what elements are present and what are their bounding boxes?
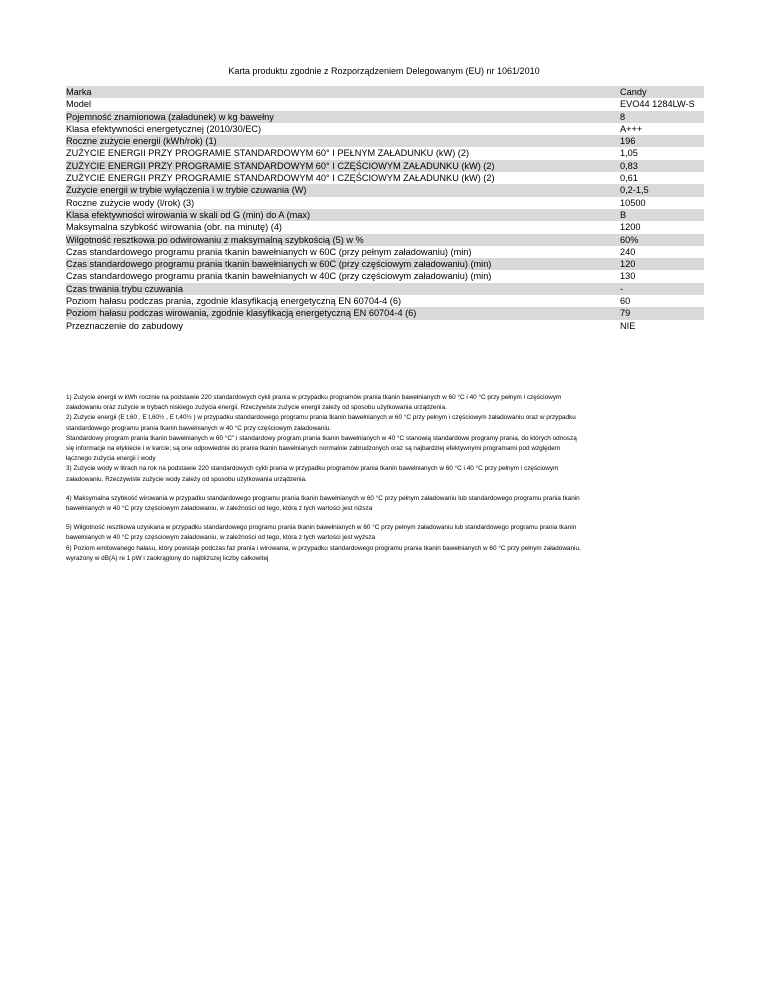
spec-value: EVO44 1284LW-S — [620, 99, 695, 110]
spec-row — [66, 135, 704, 147]
footnote-4: 4) Maksymalna szybkość wirowania w przypadku standardowego programu prania tkanin bawełnianych w 60 °C przy pełnym załadowaniu lub standardowego programu prania tkanin bawełnianych w 40 °C przy częściowym załadowaniu, w zależności od tego, która z tych wartości jest niższa — [66, 494, 580, 513]
spec-row — [66, 184, 704, 196]
spec-row — [66, 258, 704, 270]
spec-label: Roczne zużycie wody (l/rok) (3) — [66, 197, 195, 208]
spec-row — [66, 160, 704, 172]
footnote-3: 3) Zużycie wody w litrach na rok na podstawie 220 standardowych cykli prania w przypadku programów prania tkanin bawełnianych w 60 °C i 40 °C przy pełnym i częściowym załadowaniu. Rzeczywiste zużycie wody zależy od sposobu użytkowania urządzenia. — [66, 465, 559, 483]
spec-label: ZUŻYCIE ENERGII PRZY PROGRAMIE STANDARDOWYM 40° I CZĘŚCIOWYM ZAŁADUNKU (kW) (2) — [66, 173, 495, 184]
spec-label: Pojemność znamionowa (załadunek) w kg bawełny — [66, 111, 620, 123]
document-title: Karta produktu zgodnie z Rozporządzeniem Delegowanym (EU) nr 1061/2010 — [228, 66, 540, 76]
spec-row — [66, 86, 704, 98]
spec-row — [66, 320, 704, 332]
spec-value: 60% — [620, 234, 704, 246]
spec-label: Poziom hałasu podczas wirowania, zgodnie klasyfikacją energetyczną EN 60704-4 (6) — [66, 307, 620, 319]
spec-label: Czas standardowego programu prania tkanin bawełnianych w 40C (przy częściowym załadowaniu) (min) — [66, 271, 492, 282]
footnote-6: 6) Poziom emitowanego hałasu, który powstaje podczas faz prania i wirowania, w przypadku standardowego programu prania tkanin bawełnianych w 60 °C przy pełnym załadowaniu, wyrażony w dB(A) re 1 pW i zaokrąglony do najbliższej liczby całkowitej — [66, 544, 581, 562]
spec-label: Marka — [66, 86, 620, 98]
spec-value: 0,83 — [620, 160, 704, 172]
footnote-2-continued: Standardowy program prania tkanin bawełnianych w 60 °C" i standardowy program prania tkanin bawełnianych w 40 °C stanowią standardowe programy prania, do których odnoszą się informacje na etykiecie i w karcie; są one odpowiednie do prania tkanin bawełnianych normalnie zabrudzonych oraz są najbardziej efektywnymi programami pod względem łącznego zużycia energii i wody — [66, 434, 577, 463]
spec-value: 1,05 — [620, 148, 638, 159]
spec-value: - — [620, 283, 704, 295]
spec-label: Klasa efektywności energetycznej (2010/30/EC) — [66, 123, 262, 134]
spec-row — [66, 197, 704, 209]
spec-value: 8 — [620, 111, 704, 123]
spec-row — [66, 295, 704, 307]
spec-label: ZUŻYCIE ENERGII PRZY PROGRAMIE STANDARDOWYM 60° I PEŁNYM ZAŁADUNKU (kW) (2) — [66, 148, 470, 159]
spec-label: Czas trwania trybu czuwania — [66, 283, 620, 295]
footnote-1: 1) Zużycie energii w kWh rocznie na podstawie 220 standardowych cykli prania w przypadku programów prania tkanin bawełnianych w 60 °C i 40 °C przy pełnym i częściowym załadowaniu oraz zużycie w trybach niskiego zużycia energii. Rzeczywiste zużycie energii zależy od sposobu użytkowania urządzenia. — [66, 394, 562, 412]
spec-label: ZUŻYCIE ENERGII PRZY PROGRAMIE STANDARDOWYM 60° I CZĘŚCIOWYM ZAŁADUNKU (kW) (2) — [66, 160, 620, 172]
spec-value: 60 — [620, 296, 631, 307]
spec-label: Czas standardowego programu prania tkanin bawełnianych w 60C (przy pełnym załadowaniu) (min) — [66, 246, 472, 257]
spec-label: Model — [66, 99, 92, 110]
footnotes — [66, 393, 586, 564]
spec-label: Zużycie energii w trybie wyłączenia i w trybie czuwania (W) — [66, 184, 620, 196]
spec-label: Maksymalna szybkość wirowania (obr. na minutę) (4) — [66, 222, 282, 233]
spec-row — [66, 172, 704, 184]
spec-value: NIE — [620, 320, 636, 331]
spec-value: 0,2-1,5 — [620, 184, 704, 196]
spec-label: Przeznaczenie do zabudowy — [66, 320, 183, 331]
footnote-2: 2) Zużycie energii (E t,60 , E t,60½ , E t,40½ ) w przypadku standardowego programu prania tkanin bawełnianych w 60 °C przy pełnym i częściowym załadowaniu oraz w przypadku standardowego programu prania tkanin bawełnianych w 40 °C przy częściowym załadowaniu. — [66, 414, 576, 432]
spec-row — [66, 209, 704, 221]
spec-label: Poziom hałasu podczas prania, zgodnie klasyfikacją energetyczną EN 60704-4 (6) — [66, 296, 402, 307]
spec-value: 196 — [620, 135, 704, 147]
spec-value: 1200 — [620, 222, 641, 233]
footnote-5: 5) Wilgotność resztkowa uzyskana w przypadku standardowego programu prania tkanin bawełnianych w 60 °C przy pełnym załadowaniu lub standardowego programu prania tkanin bawełnianych w 40 °C przy częściowym załadowaniu, w zależności od tego, która z tych wartości jest wyższa — [66, 524, 577, 542]
spec-label: Czas standardowego programu prania tkanin bawełnianych w 60C (przy częściowym załadowaniu) (min) — [66, 258, 620, 270]
spec-value: 10500 — [620, 197, 646, 208]
spec-row — [66, 283, 704, 295]
spec-row — [66, 234, 704, 246]
spec-value: 120 — [620, 258, 704, 270]
spec-label: Klasa efektywności wirowania w skali od G (min) do A (max) — [66, 209, 620, 221]
spec-row — [66, 147, 704, 159]
spec-row — [66, 307, 704, 319]
spec-value: 79 — [620, 307, 704, 319]
spec-row — [66, 123, 704, 135]
spec-row — [66, 111, 704, 123]
spec-table — [66, 86, 704, 332]
spec-value: 130 — [620, 271, 636, 282]
spec-value: 240 — [620, 246, 636, 257]
spec-value: B — [620, 209, 704, 221]
spec-row — [66, 270, 704, 282]
spec-label: Wilgotność resztkowa po odwirowaniu z maksymalną szybkością (5) w % — [66, 234, 620, 246]
spec-row — [66, 246, 704, 258]
spec-value: 0,61 — [620, 173, 638, 184]
spec-label: Roczne zużycie energii (kWh/rok) (1) — [66, 135, 620, 147]
spec-row — [66, 98, 704, 110]
spec-value: A+++ — [620, 123, 643, 134]
spec-value: Candy — [620, 86, 704, 98]
spec-row — [66, 221, 704, 233]
